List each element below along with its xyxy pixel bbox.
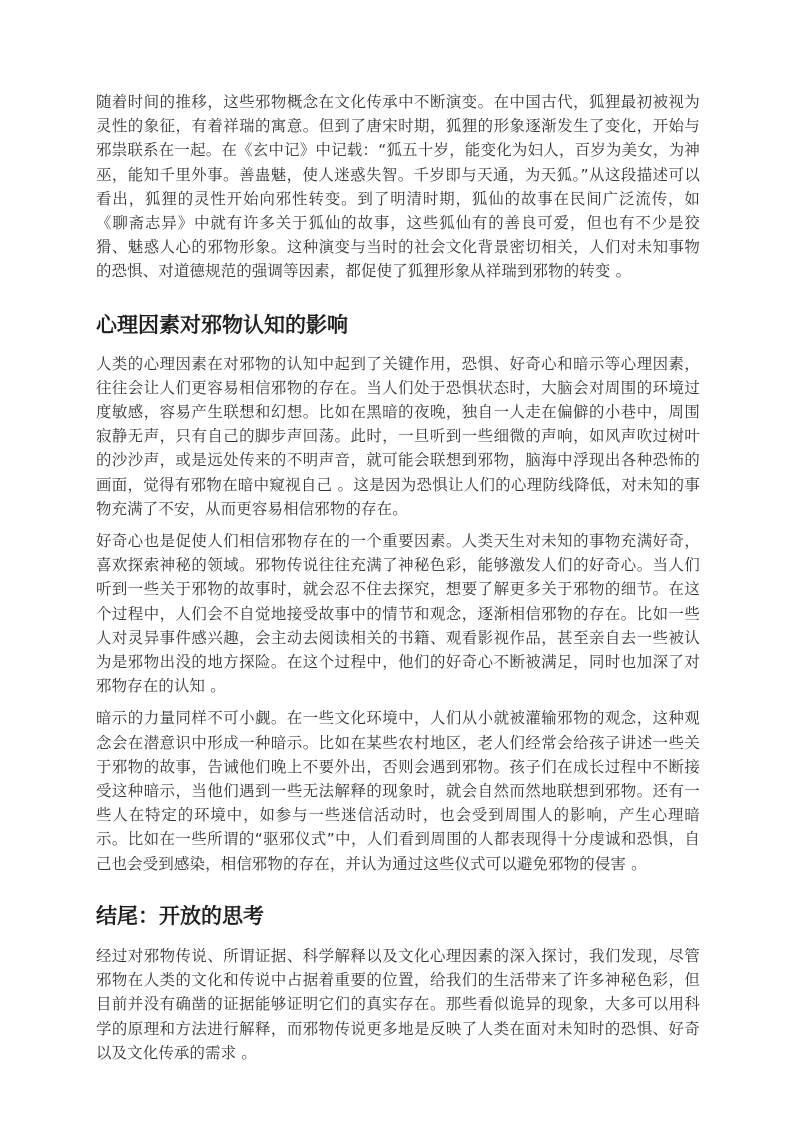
intro-paragraph: 随着时间的推移，这些邪物概念在文化传承中不断演变。在中国古代，狐狸最初被视为灵性的象征，有着祥瑞的寓意。但到了唐宋时期，狐狸的形象逐渐发生了变化，开始与邪祟联系在一起。在《玄中记》中记载：“狐五十岁，能变化为妇人，百岁为美女，为神巫，能知千里外事。善蛊魅，使人迷惑失智。千岁即与天通，为天狐。”从这段描述可以看出，狐狸的灵性开始向邪性转变。到了明清时期，狐仙的故事在民间广泛流传，如《聊斋志异》中就有许多关于狐仙的故事，这些狐仙有的善良可爱，但也有不少是狡猾、魅惑人心的邪物形象。这种演变与当时的社会文化背景密切相关，人们对未知事物的恐惧、对道德规范的强调等因素，都促使了狐狸形象从祥瑞到邪物的转变 。 xyxy=(96,93,700,281)
section-heading-ending: 结尾：开放的思考 xyxy=(96,903,264,928)
psychology-paragraph-curiosity: 好奇心也是促使人们相信邪物存在的一个重要因素。人类天生对未知的事物充满好奇，喜欢探索神秘的领域。邪物传说往往充满了神秘色彩，能够激发人们的好奇心。当人们听到一些关于邪物的故事时，就会忍不住去探究，想要了解更多关于邪物的细节。在这个过程中，人们会不自觉地接受故事中的情节和观念，逐渐相信邪物的存在。比如一些人对灵异事件感兴趣，会主动去阅读相关的书籍、观看影视作品，甚至亲自去一些被认为是邪物出没的地方探险。在这个过程中，他们的好奇心不断被满足，同时也加深了对邪物存在的认知 。 xyxy=(96,532,700,696)
psychology-paragraph-fear: 人类的心理因素在对邪物的认知中起到了关键作用，恐惧、好奇心和暗示等心理因素，往往会让人们更容易相信邪物的存在。当人们处于恐惧状态时，大脑会对周围的环境过度敏感，容易产生联想和幻想。比如在黑暗的夜晚，独自一人走在偏僻的小巷中，周围寂静无声，只有自己的脚步声回荡。此时，一旦听到一些细微的声响，如风声吹过树叶的沙沙声，或是远处传来的不明声音，就可能会联想到邪物，脑海中浮现出各种恐怖的画面，觉得有邪物在暗中窥视自己 。这是因为恐惧让人们的心理防线降低，对未知的事物充满了不安，从而更容易相信邪物的存在。 xyxy=(96,354,700,518)
document-page xyxy=(96,90,700,1073)
psychology-paragraph-suggestion: 暗示的力量同样不可小觑。在一些文化环境中，人们从小就被灌输邪物的观念，这种观念会在潜意识中形成一种暗示。比如在某些农村地区，老人们经常会给孩子讲述一些关于邪物的故事，告诫他们晚上不要外出，否则会遇到邪物。孩子们在成长过程中不断接受这种暗示，当他们遇到一些无法解释的现象时，就会自然而然地联想到邪物。还有一些人在特定的环境中，如参与一些迷信活动时，也会受到周围人的影响，产生心理暗示。比如在一些所谓的“驱邪仪式”中，人们看到周围的人都表现得十分虔诚和恐惧，自己也会受到感染，相信邪物的存在，并认为通过这些仪式可以避免邪物的侵害 。 xyxy=(96,709,700,873)
section-heading-psychology: 心理因素对邪物认知的影响 xyxy=(96,312,348,337)
ending-paragraph: 经过对邪物传说、所谓证据、科学解释以及文化心理因素的深入探讨，我们发现，尽管邪物在人类的文化和传说中占据着重要的位置，给我们的生活带来了许多神秘色彩，但目前并没有确凿的证据能够证明它们的真实存在。那些看似诡异的现象，大多可以用科学的原理和方法进行解释，而邪物传说更多地是反映了人类在面对未知时的恐惧、好奇以及文化传承的需求 。 xyxy=(96,946,700,1062)
